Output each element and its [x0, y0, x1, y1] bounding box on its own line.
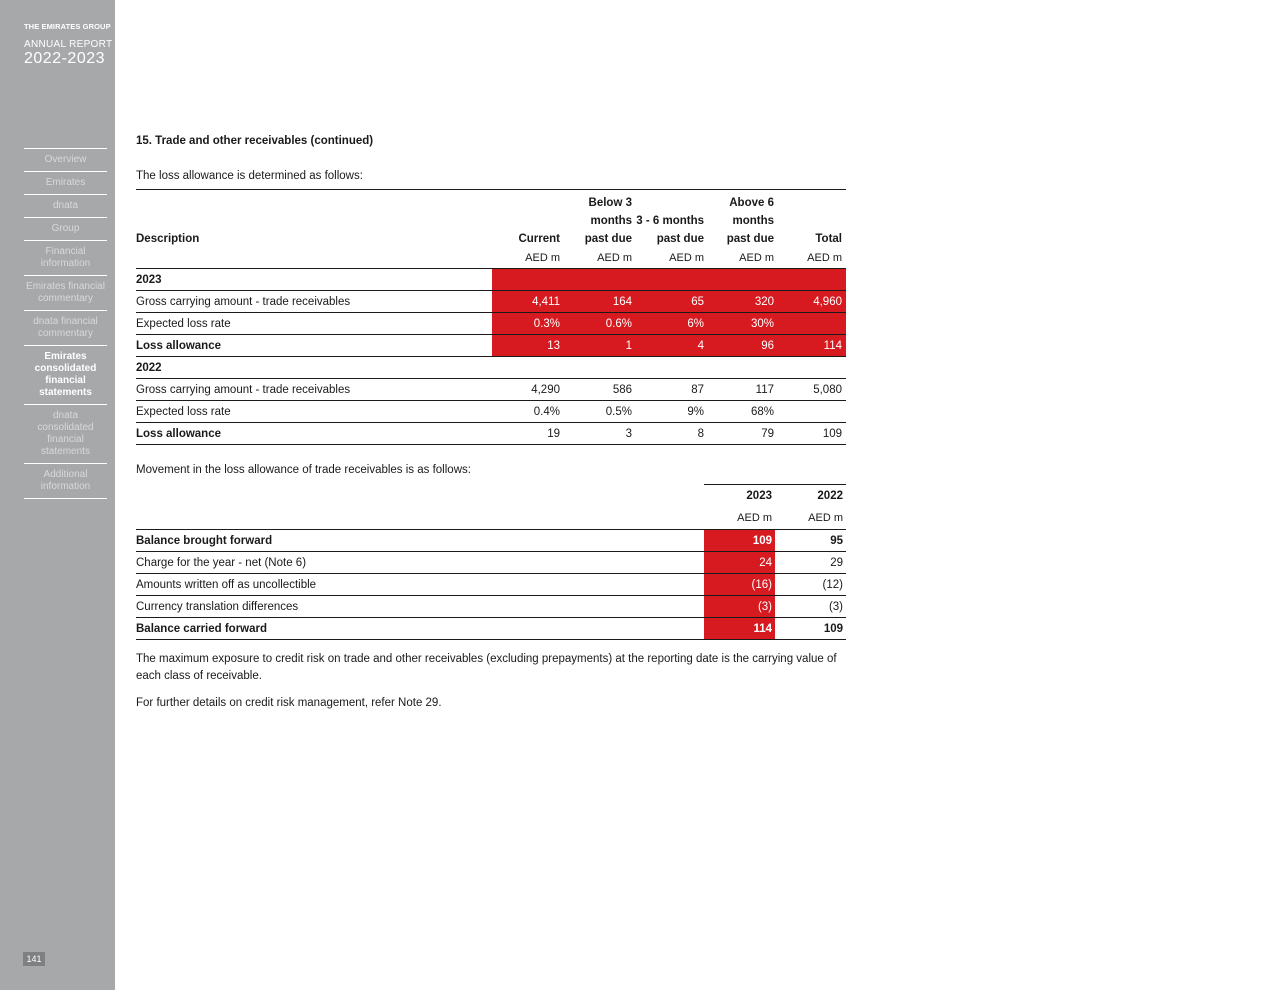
- cell-value: 3: [564, 423, 636, 445]
- table-row: [136, 313, 846, 335]
- cell-value: 109: [778, 423, 846, 445]
- cell-value: 79: [708, 423, 778, 445]
- nav-item-additional-information[interactable]: Additional information: [24, 464, 107, 499]
- cell-value: (16): [704, 574, 775, 596]
- unit-label: AED m: [808, 512, 843, 524]
- nav-item-emirates[interactable]: Emirates: [24, 172, 107, 195]
- header-row: [136, 190, 846, 249]
- sidebar: [0, 0, 115, 990]
- nav-item-dnata-financial-commentary[interactable]: dnata financial commentary: [24, 311, 107, 346]
- cell-value: 8: [636, 423, 708, 445]
- year-label: 2022: [136, 357, 492, 379]
- company-name: THE EMIRATES GROUP: [24, 22, 111, 31]
- col-below3: Below 3 months past due: [584, 197, 632, 245]
- header-row: [136, 485, 846, 508]
- cell-value: 117: [708, 379, 778, 401]
- cell-value: 0.5%: [564, 401, 636, 423]
- cell-value: 586: [564, 379, 636, 401]
- loss-allowance-intro: The loss allowance is determined as follows:: [136, 170, 363, 182]
- col-2023: 2023: [704, 485, 775, 508]
- cell-value: 0.3%: [492, 313, 564, 335]
- cell-value: 114: [704, 618, 775, 640]
- nav-item-emirates-consolidated-statements[interactable]: Emirates consolidated financial statements: [24, 346, 107, 405]
- cell-value: 68%: [708, 401, 778, 423]
- movement-table: [136, 484, 846, 640]
- unit-label: AED m: [669, 252, 704, 264]
- row-label: Loss allowance: [136, 423, 492, 445]
- cell-value: 96: [708, 335, 778, 357]
- year-row-2023: [136, 269, 846, 291]
- col-3-6: 3 - 6 months past due: [636, 215, 704, 245]
- nav-item-emirates-financial-commentary[interactable]: Emirates financial commentary: [24, 276, 107, 311]
- col-description: Description: [136, 233, 200, 245]
- units-row: [136, 248, 846, 269]
- cell-value: 164: [564, 291, 636, 313]
- col-2022: 2022: [775, 485, 846, 508]
- row-label: Gross carrying amount - trade receivables: [136, 291, 492, 313]
- table-row: [136, 291, 846, 313]
- cell-value: 4,290: [492, 379, 564, 401]
- table-row: [136, 401, 846, 423]
- nav-item-overview[interactable]: Overview: [24, 148, 107, 172]
- unit-label: AED m: [807, 252, 842, 264]
- cell-value: (3): [775, 596, 846, 618]
- cell-value: 13: [492, 335, 564, 357]
- cell-value: (3): [704, 596, 775, 618]
- page-number: 141: [23, 952, 45, 966]
- table-row: [136, 618, 846, 640]
- cell-value: 0.4%: [492, 401, 564, 423]
- units-row: [136, 507, 846, 530]
- row-label: Amounts written off as uncollectible: [136, 574, 704, 596]
- col-above6: Above 6 months past due: [726, 197, 774, 245]
- brand-block: [24, 22, 113, 68]
- col-total: Total: [815, 233, 842, 245]
- row-label: Expected loss rate: [136, 313, 492, 335]
- table-row: [136, 335, 846, 357]
- cell-value: 87: [636, 379, 708, 401]
- table-row: [136, 596, 846, 618]
- table-row: [136, 574, 846, 596]
- row-label: Loss allowance: [136, 335, 492, 357]
- section-heading: 15. Trade and other receivables (continued): [136, 135, 374, 147]
- cell-value: 114: [778, 335, 846, 357]
- movement-intro: Movement in the loss allowance of trade receivables is as follows:: [136, 464, 471, 476]
- nav-item-dnata-consolidated-statements[interactable]: dnata consolidated financial statements: [24, 405, 107, 464]
- year-label: 2023: [136, 269, 492, 291]
- loss-allowance-table: [136, 189, 846, 445]
- cell-value: 19: [492, 423, 564, 445]
- row-label: Balance brought forward: [136, 530, 704, 552]
- table-row: [136, 379, 846, 401]
- row-label: Expected loss rate: [136, 401, 492, 423]
- cell-value: [778, 313, 846, 335]
- cell-value: 65: [636, 291, 708, 313]
- credit-risk-reference-text: For further details on credit risk management, refer Note 29.: [136, 697, 442, 709]
- row-label: Balance carried forward: [136, 618, 704, 640]
- row-label: Charge for the year - net (Note 6): [136, 552, 704, 574]
- cell-value: (12): [775, 574, 846, 596]
- cell-value: 1: [564, 335, 636, 357]
- unit-label: AED m: [739, 252, 774, 264]
- cell-value: 5,080: [778, 379, 846, 401]
- cell-value: 4,411: [492, 291, 564, 313]
- sidebar-nav: [24, 148, 107, 499]
- cell-value: 320: [708, 291, 778, 313]
- cell-value: 4: [636, 335, 708, 357]
- cell-value: 109: [775, 618, 846, 640]
- unit-label: AED m: [525, 252, 560, 264]
- year-row-2022: [136, 357, 846, 379]
- cell-value: 4,960: [778, 291, 846, 313]
- table-row: [136, 530, 846, 552]
- cell-value: 24: [704, 552, 775, 574]
- cell-value: 0.6%: [564, 313, 636, 335]
- nav-item-dnata[interactable]: dnata: [24, 195, 107, 218]
- nav-item-group[interactable]: Group: [24, 218, 107, 241]
- table-row: [136, 552, 846, 574]
- cell-value: 109: [704, 530, 775, 552]
- cell-value: 9%: [636, 401, 708, 423]
- credit-risk-exposure-text: The maximum exposure to credit risk on trade and other receivables (excluding prepayments) at the reporting date is the carrying value of each class of receivable.: [136, 653, 837, 682]
- nav-item-financial-information[interactable]: Financial information: [24, 241, 107, 276]
- cell-value: 95: [775, 530, 846, 552]
- row-label: Currency translation differences: [136, 596, 704, 618]
- unit-label: AED m: [737, 512, 772, 524]
- unit-label: AED m: [597, 252, 632, 264]
- cell-value: 29: [775, 552, 846, 574]
- row-label: Gross carrying amount - trade receivables: [136, 379, 492, 401]
- col-current: Current: [518, 233, 560, 245]
- cell-value: 30%: [708, 313, 778, 335]
- cell-value: 6%: [636, 313, 708, 335]
- report-year: 2022-2023: [24, 50, 106, 67]
- table-row: [136, 423, 846, 445]
- report-title: ANNUAL REPORT: [24, 39, 113, 50]
- cell-value: [778, 401, 846, 423]
